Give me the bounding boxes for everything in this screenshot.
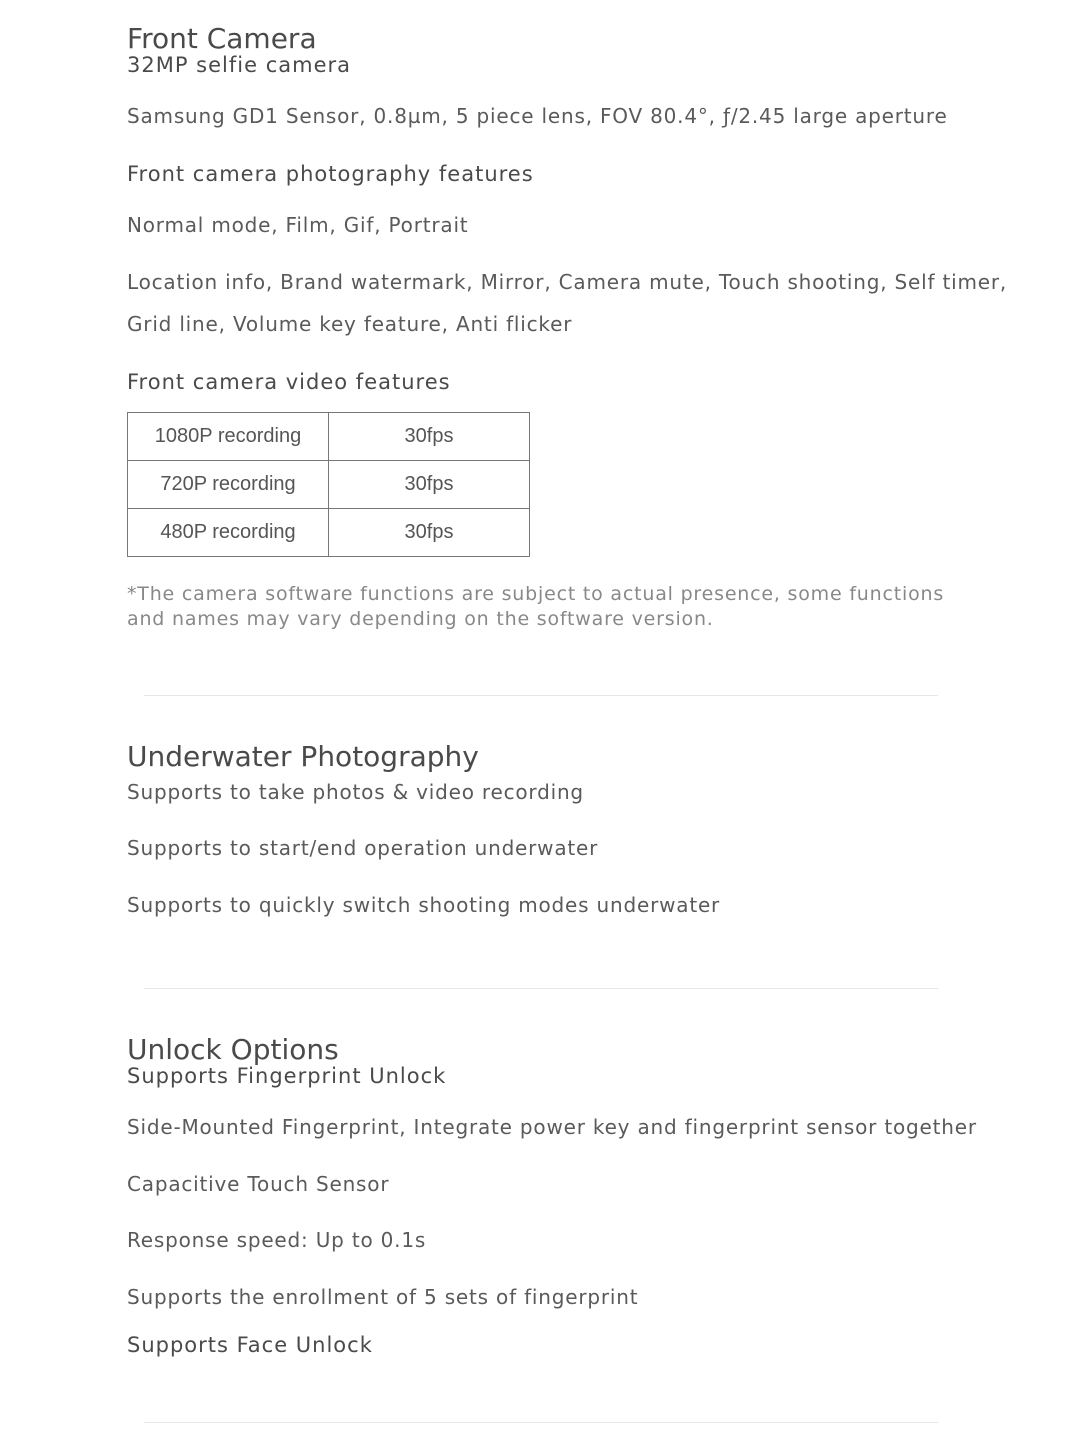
unlock-item: Supports the enrollment of 5 sets of fingerprint (127, 1285, 639, 1309)
underwater-item: Supports to quickly switch shooting modes underwater (127, 893, 721, 917)
unlock-title: Unlock Options (127, 1033, 339, 1066)
front-camera-sensor: Samsung GD1 Sensor, 0.8µm, 5 piece lens, FOV 80.4°, ƒ/2.45 large aperture (127, 104, 948, 128)
table-cell-fps: 30fps (329, 461, 530, 509)
section-divider (144, 695, 938, 696)
face-unlock-subtitle: Supports Face Unlock (127, 1333, 373, 1357)
table-cell-mode: 480P recording (128, 509, 329, 557)
table-cell-fps: 30fps (329, 413, 530, 461)
unlock-item: Side-Mounted Fingerprint, Integrate power key and fingerprint sensor together (127, 1115, 977, 1139)
table-row (128, 509, 530, 557)
section-divider (144, 988, 938, 989)
camera-note-line-2: and names may vary depending on the software version. (127, 608, 714, 630)
camera-note-line-1: *The camera software functions are subject to actual presence, some functions (127, 583, 945, 605)
table-cell-mode: 720P recording (128, 461, 329, 509)
table-row (128, 461, 530, 509)
front-camera-title: Front Camera (127, 22, 317, 55)
fingerprint-subtitle: Supports Fingerprint Unlock (127, 1064, 447, 1088)
unlock-item: Response speed: Up to 0.1s (127, 1228, 427, 1252)
underwater-item: Supports to start/end operation underwater (127, 836, 599, 860)
photo-features-heading: Front camera photography features (127, 162, 534, 186)
photo-modes: Normal mode, Film, Gif, Portrait (127, 213, 469, 237)
section-divider (144, 1422, 938, 1423)
front-camera-subtitle: 32MP selfie camera (127, 53, 351, 77)
photo-features-line-2: Grid line, Volume key feature, Anti flicker (127, 312, 573, 336)
video-features-table (127, 412, 530, 557)
photo-features-line-1: Location info, Brand watermark, Mirror, Camera mute, Touch shooting, Self timer, (127, 270, 1008, 294)
table-cell-mode: 1080P recording (128, 413, 329, 461)
underwater-item: Supports to take photos & video recording (127, 780, 584, 804)
underwater-title: Underwater Photography (127, 740, 479, 773)
table-cell-fps: 30fps (329, 509, 530, 557)
table-row (128, 413, 530, 461)
video-features-heading: Front camera video features (127, 370, 451, 394)
unlock-item: Capacitive Touch Sensor (127, 1172, 390, 1196)
